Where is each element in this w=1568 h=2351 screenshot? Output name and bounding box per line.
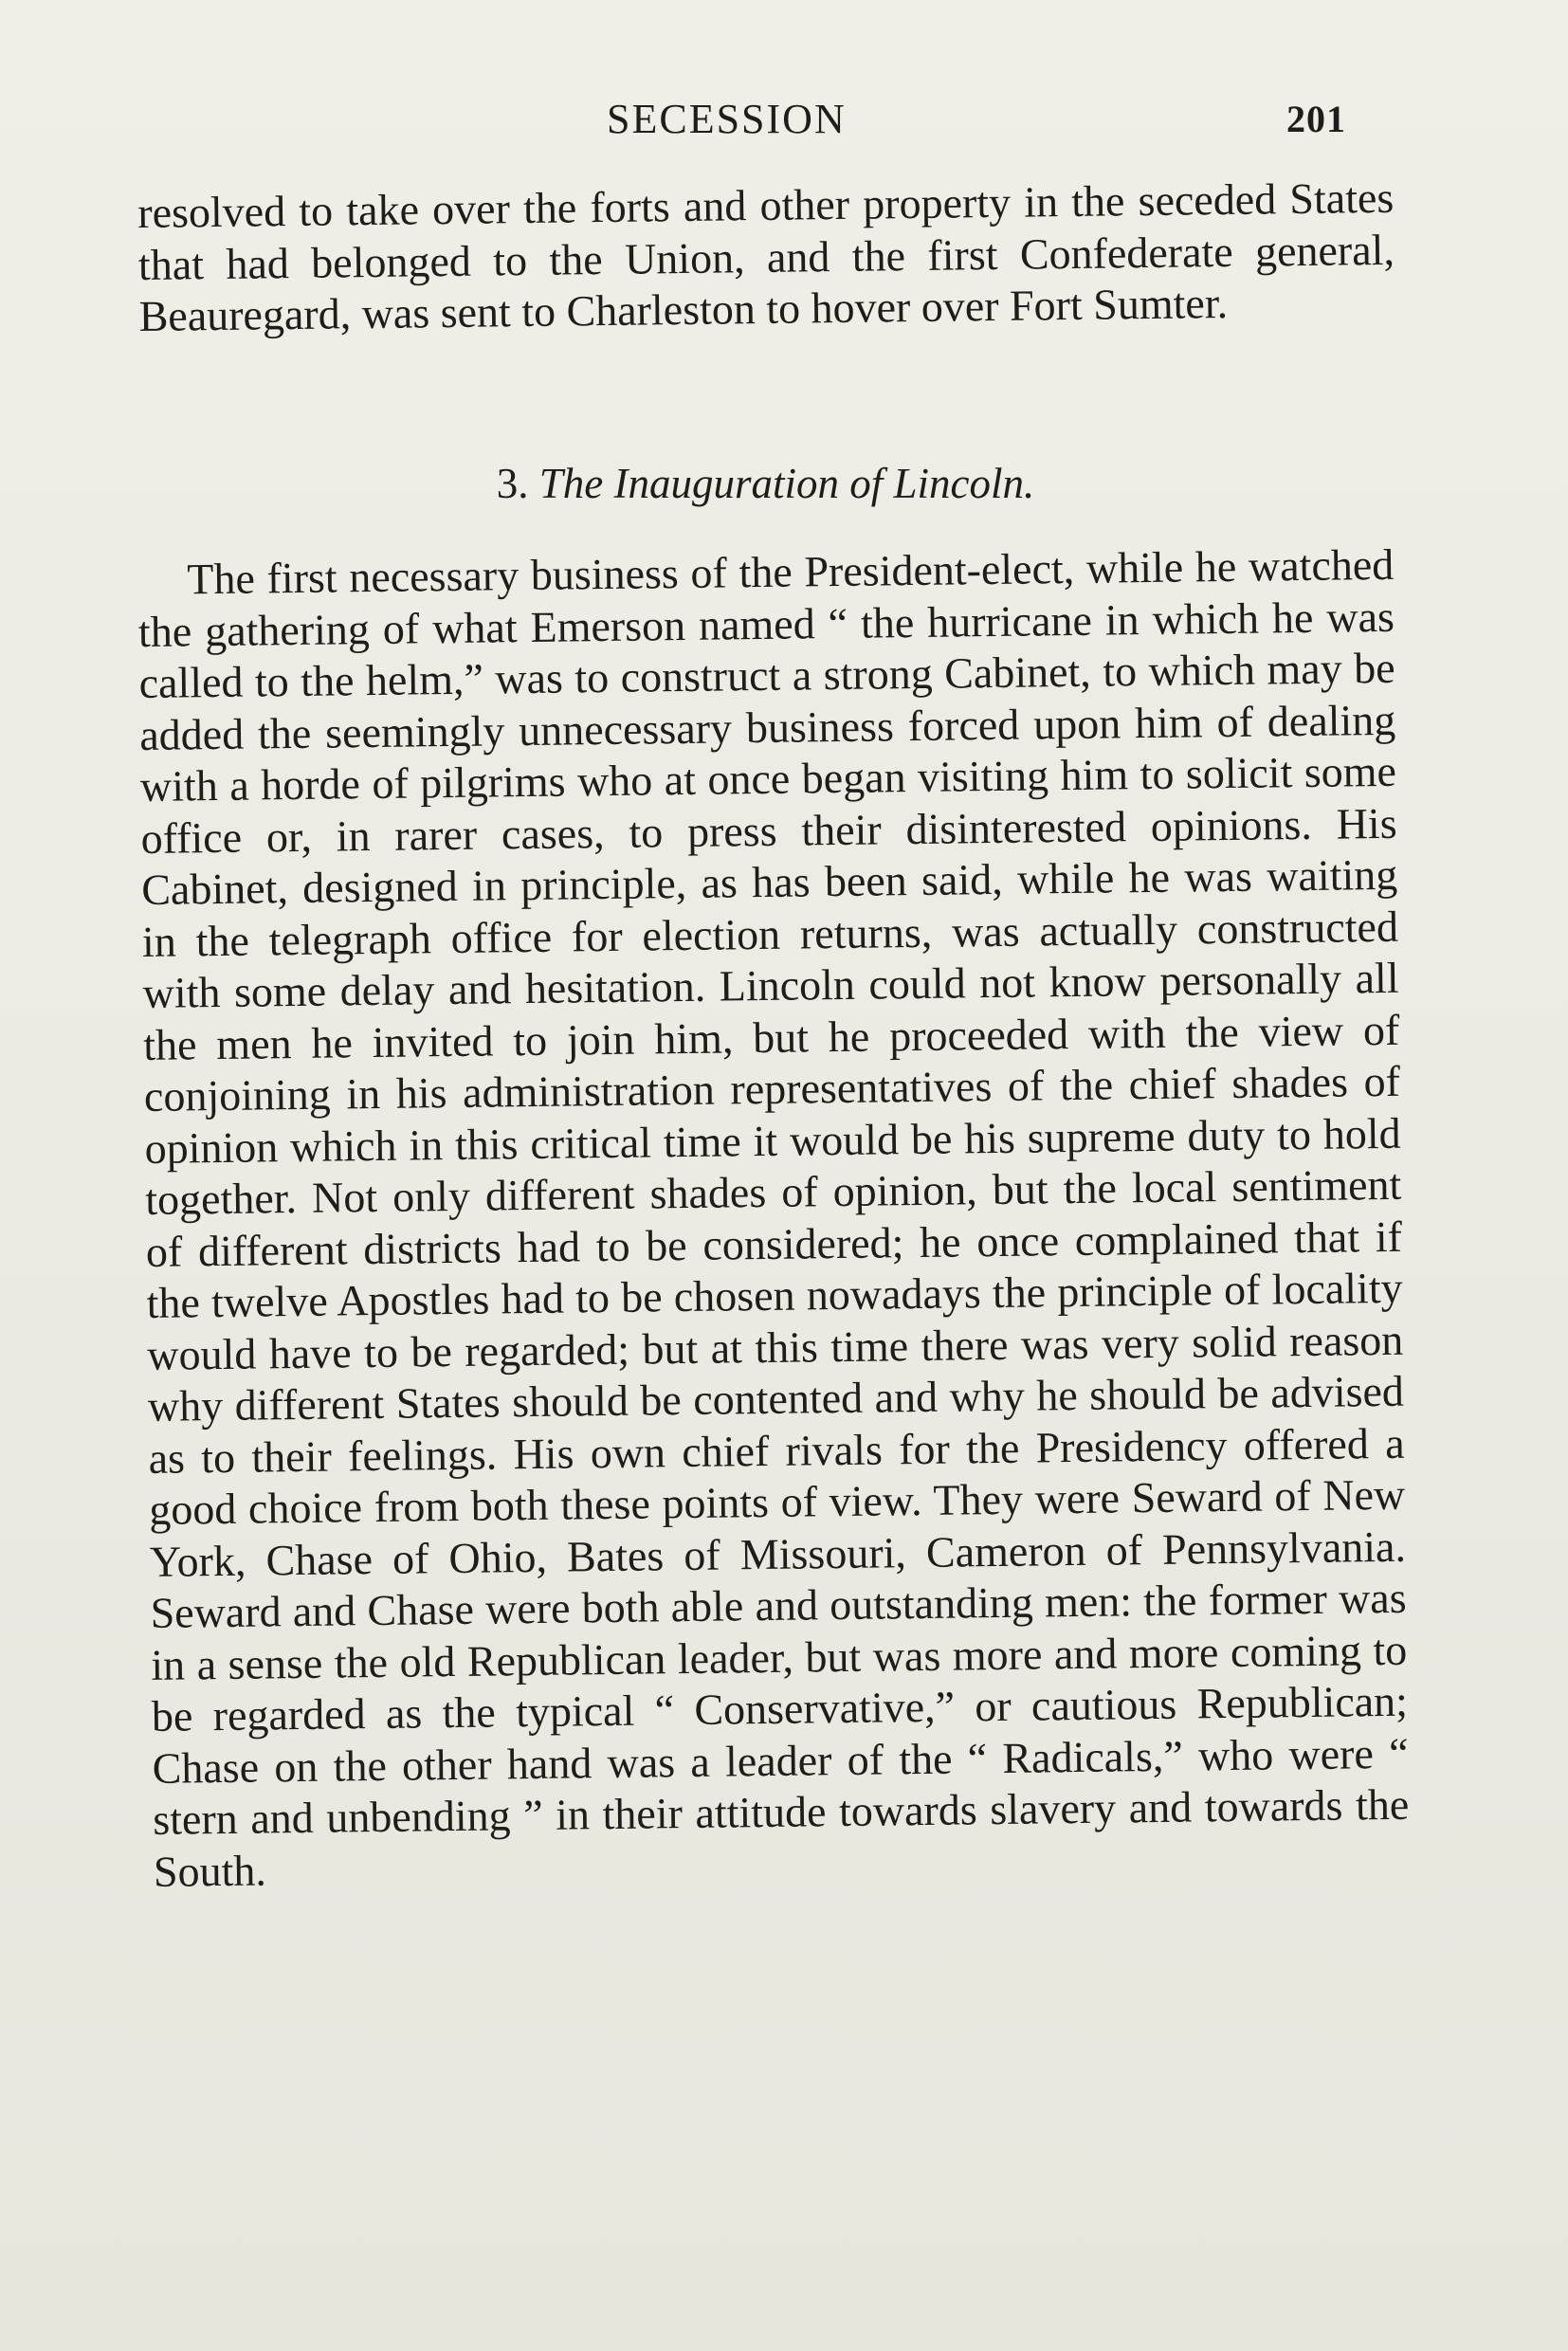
- main-paragraph: The first necessary business of the President-elect, while he watched the gathering of what Emerson named “ the hurricane in which he was called to the helm,” was to construct a strong Cabinet, to which may be added the seemingly unnecessary business forced upon him of dealing with a horde of pilgrims who at once began visiting him to solicit some office or, in rarer cases, to press their disinterested opinions. His Cabinet, designed in principle, as has been said, while he was waiting in the telegraph office for election returns, was actually constructed with some delay and hesitation. Lincoln could not know personally all the men he invited to join him, but he proceeded with the view of conjoining in his administration representatives of the chief shades of opinion which in this critical time it would be his supreme duty to hold together. Not only different shades of opinion, but the local sentiment of different districts had to be considered; he once complained that if the twelve Apostles had to be chosen nowadays the principle of locality would have to be regarded; but at this time there was very solid reason why different States should be contented and why he should be advised as to their feelings. His own chief rivals for the Presidency offered a good choice from both these points of view. They were Seward of New York, Chase of Ohio, Bates of Missouri, Cameron of Pennsylvania. Seward and Chase were both able and outstanding men: the former was in a sense the old Republican leader, but was more and more coming to be regarded as the typical “ Conservative,” or cautious Republican; Chase on the other hand was a leader of the “ Radicals,” who were “ stern and unbending ” in their attitude towards slavery and towards the South.: [137, 539, 1410, 1896]
- section-title: The Inauguration of Lincoln.: [538, 460, 1035, 507]
- page-number: 201: [1286, 98, 1346, 140]
- running-title: SECESSION: [607, 96, 847, 142]
- continued-paragraph: resolved to take over the forts and other property in the seceded States that had belonged to the Union, and the first Confederate general, Beauregard, was sent to Charleston to hover over Fort Sumter.: [137, 173, 1395, 340]
- section-number: 3.: [496, 460, 529, 507]
- running-head: [133, 95, 1346, 152]
- main-paragraph-block: [137, 539, 1410, 1898]
- continued-paragraph-block: [137, 173, 1395, 343]
- section-heading: [137, 459, 1394, 508]
